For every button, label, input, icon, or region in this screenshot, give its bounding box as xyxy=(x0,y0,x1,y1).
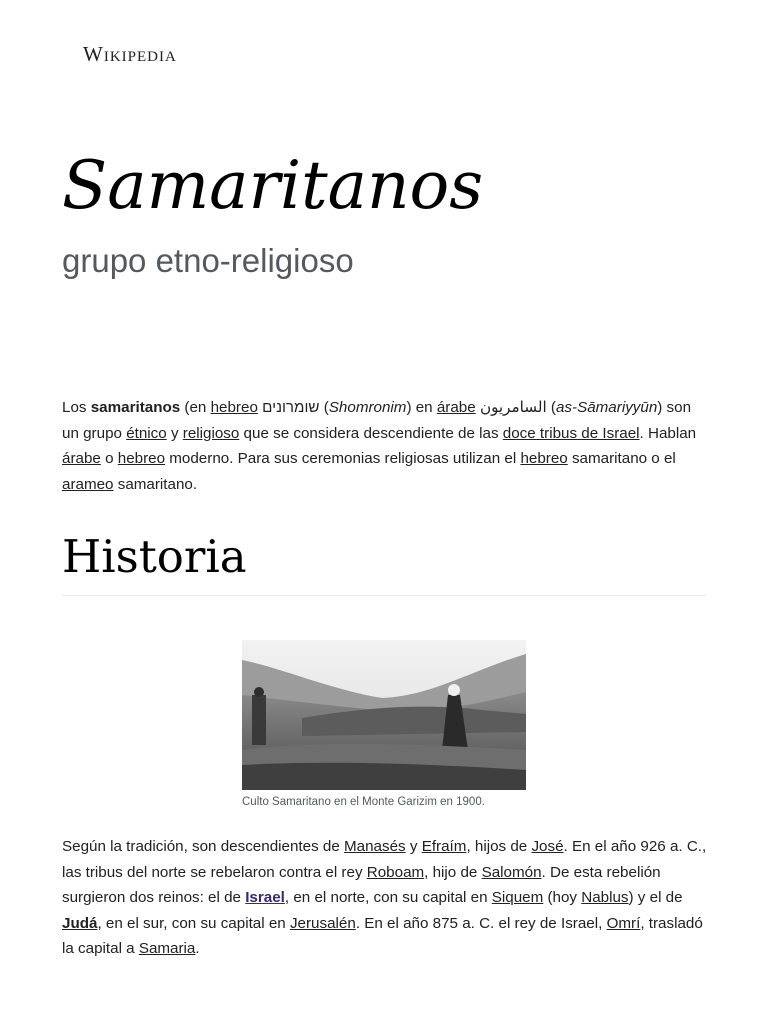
link-samaria[interactable]: Samaria xyxy=(138,940,196,957)
link-omri[interactable]: Omrí xyxy=(606,914,641,932)
link-arabe-2[interactable]: árabe xyxy=(62,450,101,467)
photo-samaritan-worship[interactable] xyxy=(242,640,526,790)
link-juda[interactable]: Judá xyxy=(62,914,98,932)
wikipedia-logo[interactable]: Wikipedia xyxy=(83,42,177,66)
page-subtitle: grupo etno-religioso xyxy=(62,242,354,279)
link-salomon[interactable]: Salomón xyxy=(481,863,542,881)
figure-caption: Culto Samaritano en el Monte Garizim en 1900. xyxy=(242,796,485,808)
link-manases[interactable]: Manasés xyxy=(344,838,406,855)
link-nablus[interactable]: Nablus xyxy=(581,889,629,906)
link-roboam[interactable]: Roboam xyxy=(366,863,425,881)
link-arabe[interactable]: árabe xyxy=(436,399,476,416)
page-title: Samaritanos xyxy=(62,147,484,224)
section-heading-historia: Historia xyxy=(62,530,706,596)
link-israel[interactable]: Israel xyxy=(245,889,285,906)
link-religioso[interactable]: religioso xyxy=(182,424,240,442)
link-efraim[interactable]: Efraím xyxy=(421,838,467,855)
link-arameo[interactable]: arameo xyxy=(62,475,114,493)
link-etnico[interactable]: étnico xyxy=(126,424,167,442)
link-hebreo[interactable]: hebreo xyxy=(210,399,258,416)
link-hebreo-3[interactable]: hebreo xyxy=(520,450,568,467)
link-doce-tribus[interactable]: doce tribus de Israel xyxy=(502,424,640,442)
figure xyxy=(242,640,526,808)
link-jose[interactable]: José xyxy=(531,838,564,855)
link-jerusalen[interactable]: Jerusalén xyxy=(289,914,356,932)
link-hebreo-2[interactable]: hebreo xyxy=(117,450,166,467)
historia-paragraph: Según la tradición, son descendientes de Manasés y Efraím, hijos de José. En el año 926 a. C., las tribus del norte se rebelaron contra el rey Roboam, hijo de Salomón. De esta rebelión surgieron dos reinos: el de Israel, en el norte, con su capital en Siquem (hoy Nablus) y el de Judá, en el sur, con su capital en Jerusalén. En el año 875 a. C. el rey de Israel, Omrí, trasladó la capital a Samaria. xyxy=(62,838,707,957)
intro-paragraph: Los samaritanos (en hebreo שומרונים (Shomronim) en árabe السامريون (as-Sāmariyyūn) son un grupo étnico y religioso que se considera descendiente de las doce tribus de Israel. Hablan árabe o hebreo moderno. Para sus ceremonias religiosas utilizan el hebreo samaritano o el arameo samaritano. xyxy=(62,399,697,493)
link-siquem[interactable]: Siquem xyxy=(491,889,544,906)
